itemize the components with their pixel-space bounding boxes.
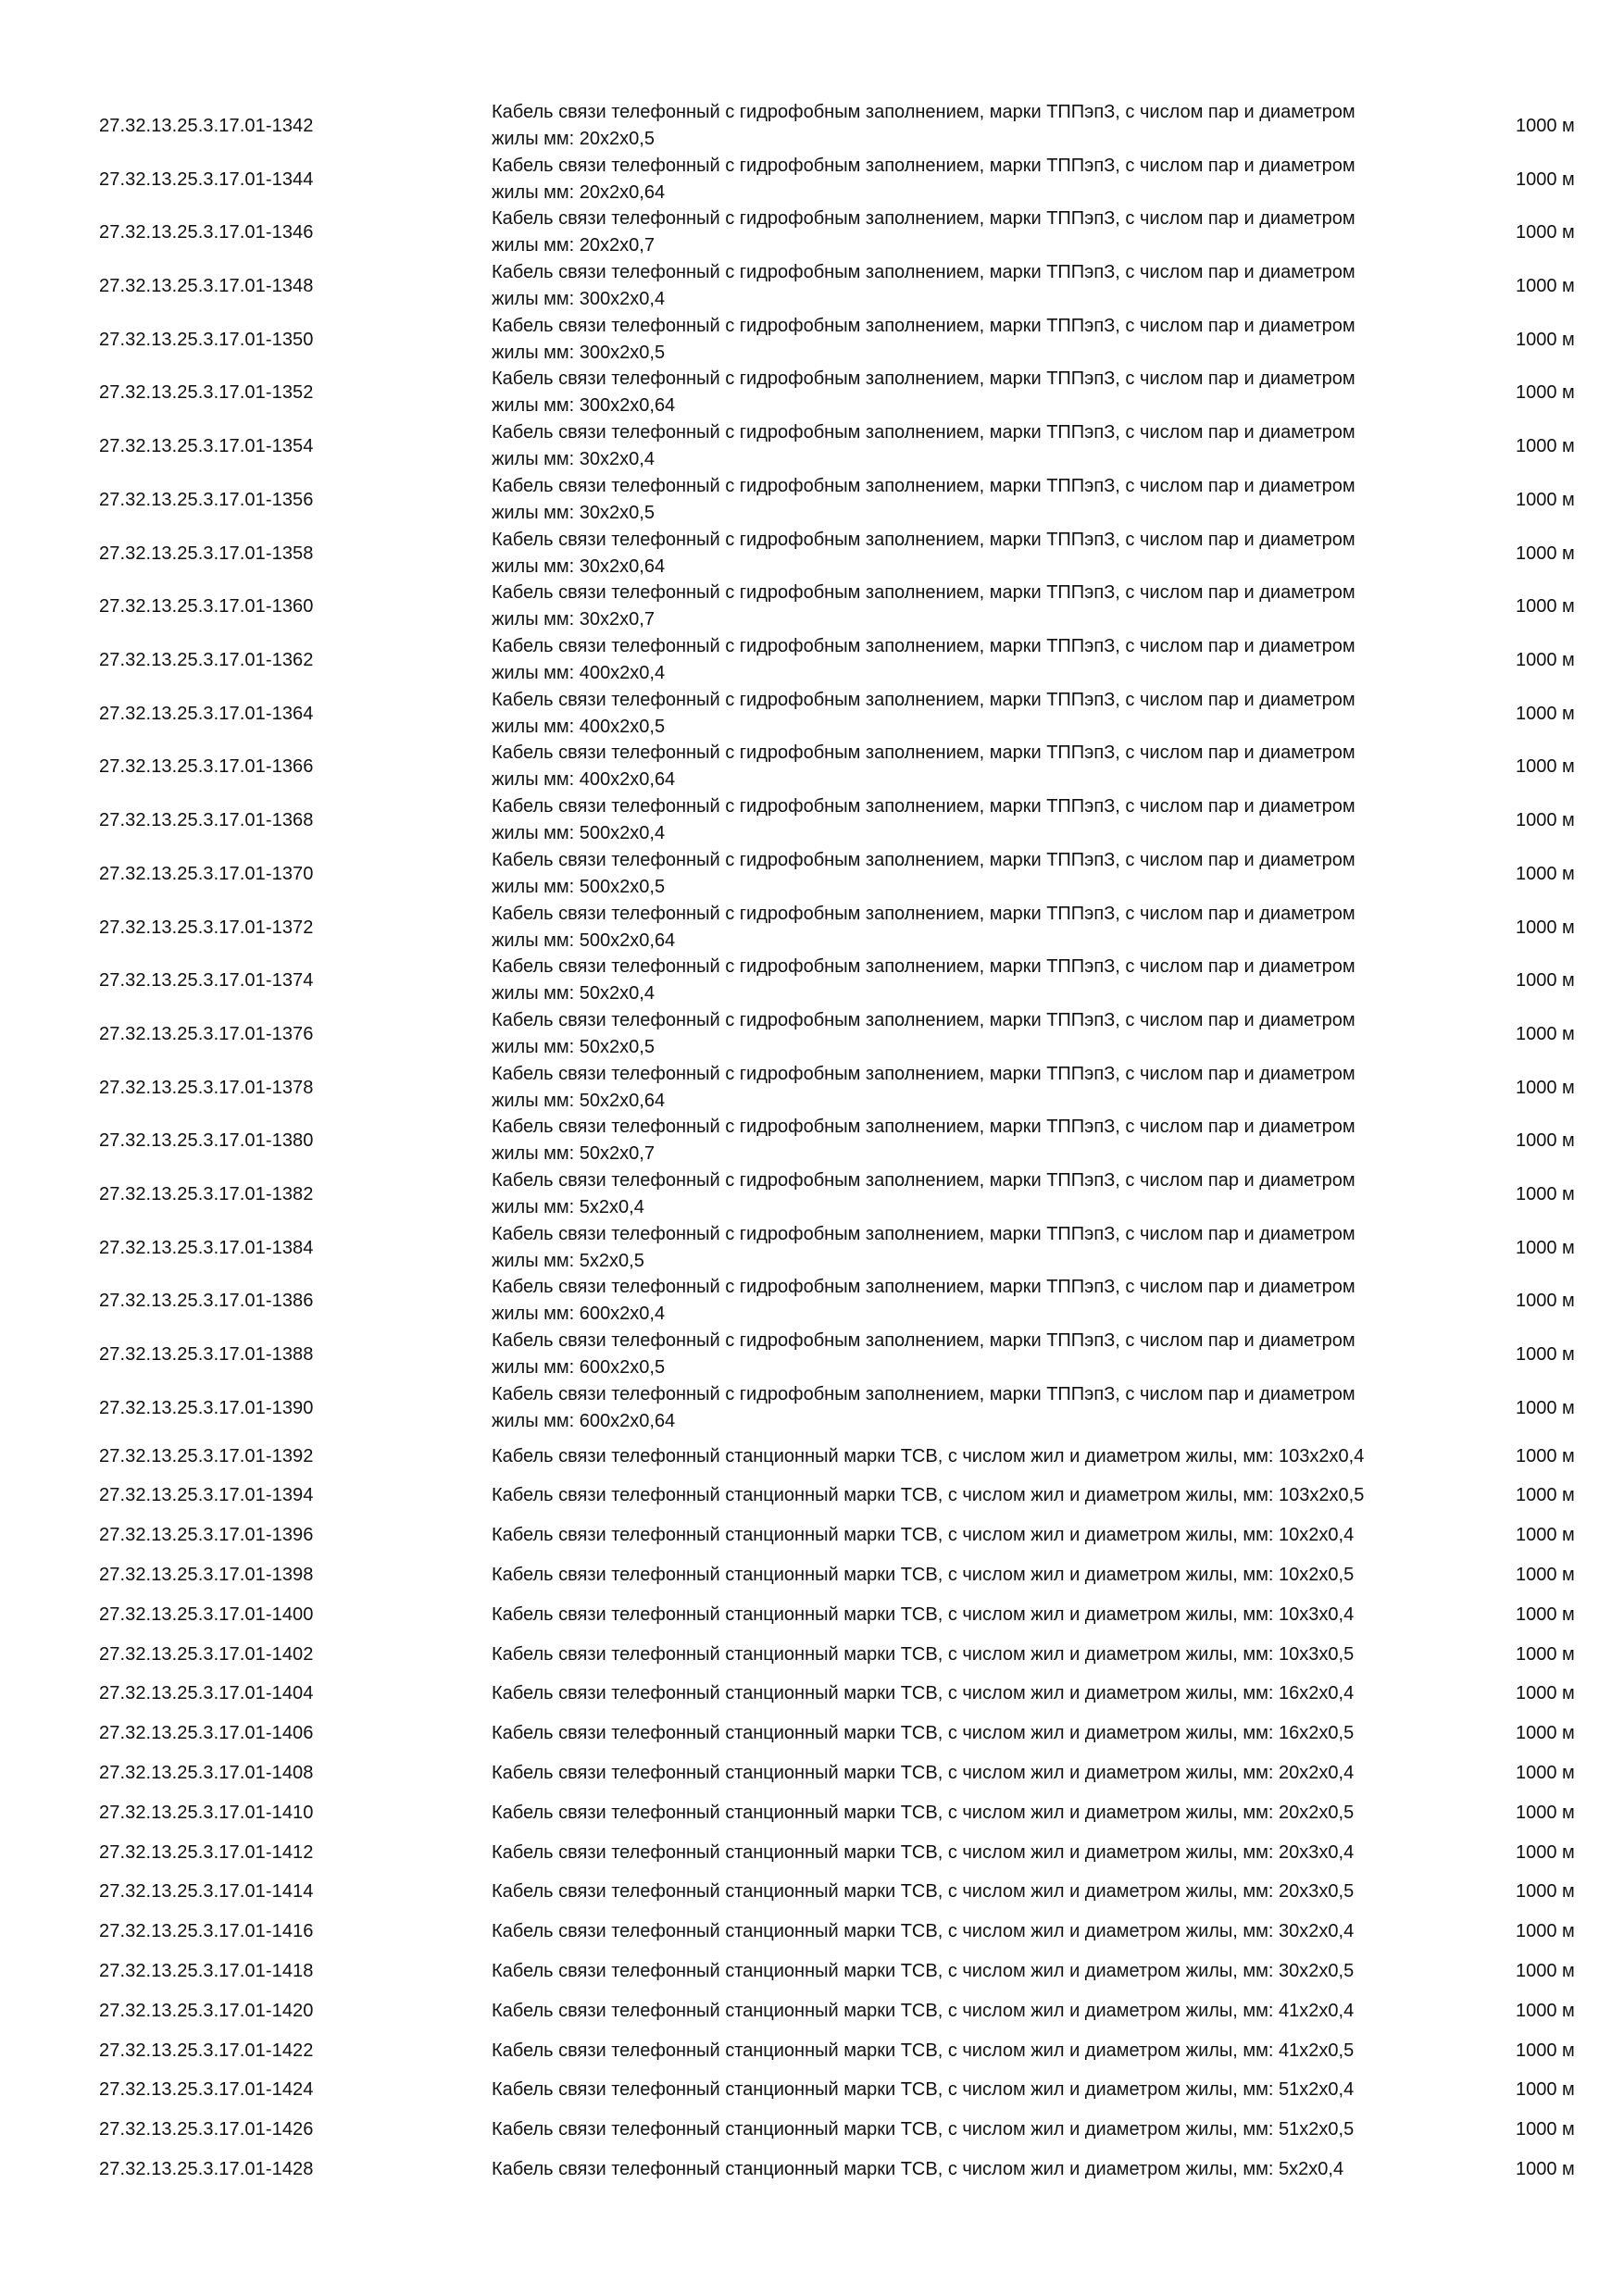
row-unit: 1000 м [1516, 864, 1575, 884]
table-row [0, 1555, 1624, 1595]
description-line: Кабель связи телефонный с гидрофобным заполнением, марки ТППэпЗ, с числом пар и диаметром [492, 422, 1355, 443]
description-line: Кабель связи телефонный с гидрофобным заполнением, марки ТППэпЗ, с числом пар и диаметром [492, 1224, 1355, 1244]
row-unit: 1000 м [1516, 1130, 1575, 1151]
description-line: Кабель связи телефонный с гидрофобным заполнением, марки ТППэпЗ, с числом пар и диаметром [492, 742, 1355, 763]
description-line: жилы мм: 20х2х0,64 [492, 182, 666, 203]
description-line: Кабель связи телефонный станционный марки ТСВ, с числом жил и диаметром жилы, мм: 51х2х0,5 [492, 2119, 1355, 2140]
row-code: 27.32.13.25.3.17.01-1396 [99, 1525, 314, 1545]
row-code: 27.32.13.25.3.17.01-1360 [99, 596, 314, 617]
row-description [492, 313, 1492, 367]
row-code: 27.32.13.25.3.17.01-1422 [99, 2040, 314, 2061]
table-row [0, 473, 1624, 527]
description-line: Кабель связи телефонный с гидрофобным заполнением, марки ТППэпЗ, с числом пар и диаметром [492, 582, 1355, 603]
row-code: 27.32.13.25.3.17.01-1406 [99, 1723, 314, 1743]
description-line: жилы мм: 400х2х0,5 [492, 717, 666, 737]
description-line: Кабель связи телефонный станционный марки ТСВ, с числом жил и диаметром жилы, мм: 20х2х0,5 [492, 1803, 1355, 1823]
row-code: 27.32.13.25.3.17.01-1382 [99, 1184, 314, 1204]
row-code: 27.32.13.25.3.17.01-1380 [99, 1130, 314, 1151]
table-row [0, 419, 1624, 473]
description-line: жилы мм: 600х2х0,64 [492, 1411, 676, 1431]
row-unit: 1000 м [1516, 1644, 1575, 1665]
table-row [0, 1381, 1624, 1435]
row-description [492, 153, 1492, 206]
row-unit: 1000 м [1516, 1344, 1575, 1365]
row-description [492, 419, 1492, 473]
table-row [0, 1912, 1624, 1952]
row-unit: 1000 м [1516, 596, 1575, 617]
row-description [492, 1602, 1492, 1628]
description-line: Кабель связи телефонный с гидрофобным заполнением, марки ТППэпЗ, с числом пар и диаметром [492, 850, 1355, 870]
row-code: 27.32.13.25.3.17.01-1354 [99, 436, 314, 456]
row-description [492, 847, 1492, 901]
row-description [492, 1998, 1492, 2024]
description-line: жилы мм: 600х2х0,4 [492, 1304, 666, 1324]
description-line: Кабель связи телефонный станционный марки ТСВ, с числом жил и диаметром жилы, мм: 10х3х0,5 [492, 1644, 1355, 1665]
row-description [492, 99, 1492, 153]
row-description [492, 580, 1492, 633]
row-code: 27.32.13.25.3.17.01-1410 [99, 1803, 314, 1823]
row-code: 27.32.13.25.3.17.01-1424 [99, 2079, 314, 2100]
row-code: 27.32.13.25.3.17.01-1402 [99, 1644, 314, 1665]
table-row [0, 1674, 1624, 1714]
row-code: 27.32.13.25.3.17.01-1364 [99, 704, 314, 724]
row-unit: 1000 м [1516, 2159, 1575, 2179]
row-unit: 1000 м [1516, 1842, 1575, 1863]
description-line: жилы мм: 5х2х0,5 [492, 1251, 644, 1271]
description-line: Кабель связи телефонный с гидрофобным заполнением, марки ТППэпЗ, с числом пар и диаметром [492, 262, 1355, 282]
table-row [0, 1114, 1624, 1167]
table-row [0, 740, 1624, 793]
description-line: Кабель связи телефонный станционный марки ТСВ, с числом жил и диаметром жилы, мм: 16х2х0,4 [492, 1683, 1355, 1703]
row-code: 27.32.13.25.3.17.01-1346 [99, 222, 314, 243]
row-code: 27.32.13.25.3.17.01-1348 [99, 276, 314, 296]
row-description [492, 1720, 1492, 1746]
description-line: жилы мм: 500х2х0,4 [492, 823, 666, 843]
row-description [492, 1800, 1492, 1826]
description-line: жилы мм: 50х2х0,5 [492, 1037, 655, 1057]
row-code: 27.32.13.25.3.17.01-1370 [99, 864, 314, 884]
row-unit: 1000 м [1516, 1238, 1575, 1258]
row-description [492, 1840, 1492, 1866]
row-description [492, 259, 1492, 313]
description-line: Кабель связи телефонный станционный марки ТСВ, с числом жил и диаметром жилы, мм: 16х2х0,5 [492, 1723, 1355, 1743]
description-line: Кабель связи телефонный станционный марки ТСВ, с числом жил и диаметром жилы, мм: 10х2х0,5 [492, 1565, 1355, 1585]
row-description [492, 2077, 1492, 2103]
row-code: 27.32.13.25.3.17.01-1392 [99, 1446, 314, 1466]
description-line: Кабель связи телефонный станционный марки ТСВ, с числом жил и диаметром жилы, мм: 41х2х0,4 [492, 2001, 1355, 2021]
table-row [0, 1753, 1624, 1793]
description-line: Кабель связи телефонный с гидрофобным заполнением, марки ТППэпЗ, с числом пар и диаметром [492, 1010, 1355, 1030]
table-row [0, 1635, 1624, 1675]
description-line: жилы мм: 400х2х0,64 [492, 769, 676, 790]
row-unit: 1000 м [1516, 1881, 1575, 1902]
row-code: 27.32.13.25.3.17.01-1362 [99, 650, 314, 670]
row-description [492, 473, 1492, 527]
row-code: 27.32.13.25.3.17.01-1356 [99, 490, 314, 510]
table-row [0, 1328, 1624, 1381]
description-line: Кабель связи телефонный с гидрофобным заполнением, марки ТППэпЗ, с числом пар и диаметром [492, 796, 1355, 817]
row-description [492, 740, 1492, 793]
row-description [492, 1328, 1492, 1381]
table-row [0, 2031, 1624, 2071]
row-unit: 1000 м [1516, 704, 1575, 724]
row-code: 27.32.13.25.3.17.01-1414 [99, 1881, 314, 1902]
description-line: Кабель связи телефонный с гидрофобным заполнением, марки ТППэпЗ, с числом пар и диаметром [492, 1117, 1355, 1137]
row-unit: 1000 м [1516, 1184, 1575, 1204]
row-unit: 1000 м [1516, 1723, 1575, 1743]
description-line: Кабель связи телефонный с гидрофобным заполнением, марки ТППэпЗ, с числом пар и диаметром [492, 1170, 1355, 1191]
table-row [0, 1595, 1624, 1635]
row-description [492, 1167, 1492, 1221]
table-row [0, 847, 1624, 901]
row-unit: 1000 м [1516, 1961, 1575, 1981]
row-code: 27.32.13.25.3.17.01-1416 [99, 1921, 314, 1941]
row-description [492, 687, 1492, 741]
row-description [492, 954, 1492, 1007]
row-code: 27.32.13.25.3.17.01-1398 [99, 1565, 314, 1585]
table-row [0, 687, 1624, 741]
table-row [0, 206, 1624, 259]
row-code: 27.32.13.25.3.17.01-1426 [99, 2119, 314, 2140]
row-unit: 1000 м [1516, 917, 1575, 938]
table-row [0, 1991, 1624, 2031]
row-code: 27.32.13.25.3.17.01-1342 [99, 116, 314, 136]
table-row [0, 1221, 1624, 1275]
row-code: 27.32.13.25.3.17.01-1384 [99, 1238, 314, 1258]
row-code: 27.32.13.25.3.17.01-1350 [99, 330, 314, 350]
table-row [0, 1833, 1624, 1873]
row-unit: 1000 м [1516, 1565, 1575, 1585]
row-description [492, 206, 1492, 259]
row-unit: 1000 м [1516, 543, 1575, 564]
row-unit: 1000 м [1516, 1291, 1575, 1311]
description-line: жилы мм: 500х2х0,5 [492, 877, 666, 897]
row-code: 27.32.13.25.3.17.01-1404 [99, 1683, 314, 1703]
description-line: жилы мм: 300х2х0,64 [492, 395, 676, 416]
row-description [492, 2116, 1492, 2142]
description-line: Кабель связи телефонный станционный марки ТСВ, с числом жил и диаметром жилы, мм: 103х2х0,5 [492, 1485, 1365, 1505]
table-row [0, 259, 1624, 313]
table-row [0, 527, 1624, 580]
row-description [492, 2156, 1492, 2182]
description-line: Кабель связи телефонный с гидрофобным заполнением, марки ТППэпЗ, с числом пар и диаметром [492, 316, 1355, 336]
row-description [492, 1443, 1492, 1469]
description-line: жилы мм: 600х2х0,5 [492, 1357, 666, 1378]
description-line: Кабель связи телефонный с гидрофобным заполнением, марки ТППэпЗ, с числом пар и диаметром [492, 1330, 1355, 1351]
row-code: 27.32.13.25.3.17.01-1388 [99, 1344, 314, 1365]
description-line: Кабель связи телефонный с гидрофобным заполнением, марки ТППэпЗ, с числом пар и диаметром [492, 530, 1355, 550]
description-line: жилы мм: 50х2х0,64 [492, 1091, 666, 1111]
row-code: 27.32.13.25.3.17.01-1400 [99, 1604, 314, 1625]
description-line: Кабель связи телефонный станционный марки ТСВ, с числом жил и диаметром жилы, мм: 30х2х0,4 [492, 1921, 1355, 1941]
description-line: Кабель связи телефонный с гидрофобным заполнением, марки ТППэпЗ, с числом пар и диаметром [492, 368, 1355, 389]
row-code: 27.32.13.25.3.17.01-1352 [99, 382, 314, 403]
row-unit: 1000 м [1516, 1485, 1575, 1505]
row-description [492, 1114, 1492, 1167]
row-unit: 1000 м [1516, 1446, 1575, 1466]
row-code: 27.32.13.25.3.17.01-1408 [99, 1763, 314, 1783]
row-unit: 1000 м [1516, 1683, 1575, 1703]
row-code: 27.32.13.25.3.17.01-1358 [99, 543, 314, 564]
row-description [492, 1562, 1492, 1588]
table-row [0, 1167, 1624, 1221]
row-description [492, 1061, 1492, 1115]
row-code: 27.32.13.25.3.17.01-1344 [99, 169, 314, 190]
row-description [492, 793, 1492, 847]
table-row [0, 2150, 1624, 2190]
row-code: 27.32.13.25.3.17.01-1428 [99, 2159, 314, 2179]
description-line: жилы мм: 500х2х0,64 [492, 930, 676, 951]
description-line: Кабель связи телефонный с гидрофобным заполнением, марки ТППэпЗ, с числом пар и диаметром [492, 476, 1355, 496]
row-unit: 1000 м [1516, 970, 1575, 991]
description-line: жилы мм: 400х2х0,4 [492, 663, 666, 683]
description-line: Кабель связи телефонный станционный марки ТСВ, с числом жил и диаметром жилы, мм: 30х2х0,5 [492, 1961, 1355, 1981]
row-unit: 1000 м [1516, 169, 1575, 190]
row-unit: 1000 м [1516, 1604, 1575, 1625]
description-line: Кабель связи телефонный с гидрофобным заполнением, марки ТППэпЗ, с числом пар и диаметром [492, 904, 1355, 924]
table-row [0, 1714, 1624, 1753]
row-description [492, 366, 1492, 419]
row-unit: 1000 м [1516, 650, 1575, 670]
row-description [492, 1381, 1492, 1435]
description-line: Кабель связи телефонный с гидрофобным заполнением, марки ТППэпЗ, с числом пар и диаметром [492, 690, 1355, 710]
row-description [492, 1641, 1492, 1667]
description-line: Кабель связи телефонный с гидрофобным заполнением, марки ТППэпЗ, с числом пар и диаметром [492, 102, 1355, 122]
row-unit: 1000 м [1516, 382, 1575, 403]
row-unit: 1000 м [1516, 810, 1575, 830]
row-code: 27.32.13.25.3.17.01-1374 [99, 970, 314, 991]
row-description [492, 1482, 1492, 1508]
row-unit: 1000 м [1516, 1803, 1575, 1823]
row-unit: 1000 м [1516, 222, 1575, 243]
description-line: жилы мм: 30х2х0,5 [492, 503, 655, 523]
table-row [0, 2110, 1624, 2150]
row-unit: 1000 м [1516, 756, 1575, 777]
row-code: 27.32.13.25.3.17.01-1418 [99, 1961, 314, 1981]
row-description [492, 1958, 1492, 1984]
table-row [0, 1274, 1624, 1328]
description-line: жилы мм: 5х2х0,4 [492, 1197, 644, 1217]
table-row [0, 1476, 1624, 1516]
table-row [0, 1516, 1624, 1555]
description-line: жилы мм: 300х2х0,4 [492, 289, 666, 309]
table-row [0, 954, 1624, 1007]
row-unit: 1000 м [1516, 490, 1575, 510]
row-unit: 1000 м [1516, 1921, 1575, 1941]
row-unit: 1000 м [1516, 1398, 1575, 1418]
description-line: жилы мм: 300х2х0,5 [492, 343, 666, 363]
table-row [0, 633, 1624, 687]
table-row [0, 1007, 1624, 1061]
row-unit: 1000 м [1516, 1024, 1575, 1044]
description-line: жилы мм: 20х2х0,7 [492, 235, 655, 256]
row-description [492, 1274, 1492, 1328]
row-unit: 1000 м [1516, 116, 1575, 136]
table-row [0, 901, 1624, 955]
row-code: 27.32.13.25.3.17.01-1412 [99, 1842, 314, 1863]
table-row [0, 2070, 1624, 2110]
row-description [492, 1221, 1492, 1275]
row-unit: 1000 м [1516, 330, 1575, 350]
row-code: 27.32.13.25.3.17.01-1372 [99, 917, 314, 938]
row-unit: 1000 м [1516, 276, 1575, 296]
description-line: Кабель связи телефонный с гидрофобным заполнением, марки ТППэпЗ, с числом пар и диаметром [492, 636, 1355, 656]
description-line: Кабель связи телефонный станционный марки ТСВ, с числом жил и диаметром жилы, мм: 51х2х0,4 [492, 2079, 1355, 2100]
description-line: Кабель связи телефонный станционный марки ТСВ, с числом жил и диаметром жилы, мм: 20х3х0,5 [492, 1881, 1355, 1902]
row-description [492, 1878, 1492, 1904]
description-line: жилы мм: 30х2х0,64 [492, 556, 666, 577]
description-line: жилы мм: 30х2х0,4 [492, 449, 655, 469]
table-row [0, 1872, 1624, 1912]
row-unit: 1000 м [1516, 2079, 1575, 2100]
description-line: жилы мм: 30х2х0,7 [492, 609, 655, 630]
description-line: Кабель связи телефонный станционный марки ТСВ, с числом жил и диаметром жилы, мм: 20х3х0,4 [492, 1842, 1355, 1863]
table-row [0, 580, 1624, 633]
description-line: Кабель связи телефонный с гидрофобным заполнением, марки ТППэпЗ, с числом пар и диаметром [492, 156, 1355, 176]
description-line: Кабель связи телефонный с гидрофобным заполнением, марки ТППэпЗ, с числом пар и диаметром [492, 956, 1355, 977]
table-row [0, 1061, 1624, 1115]
description-line: Кабель связи телефонный с гидрофобным заполнением, марки ТППэпЗ, с числом пар и диаметром [492, 1384, 1355, 1404]
description-line: Кабель связи телефонный станционный марки ТСВ, с числом жил и диаметром жилы, мм: 10х3х0,4 [492, 1604, 1355, 1625]
row-unit: 1000 м [1516, 1763, 1575, 1783]
row-description [492, 1760, 1492, 1786]
row-code: 27.32.13.25.3.17.01-1390 [99, 1398, 314, 1418]
description-line: жилы мм: 50х2х0,7 [492, 1143, 655, 1164]
row-description [492, 901, 1492, 955]
row-unit: 1000 м [1516, 2001, 1575, 2021]
description-line: Кабель связи телефонный станционный марки ТСВ, с числом жил и диаметром жилы, мм: 41х2х0,5 [492, 2040, 1355, 2061]
table-row [0, 366, 1624, 419]
row-description [492, 1680, 1492, 1706]
description-line: жилы мм: 20х2х0,5 [492, 129, 655, 149]
table-row [0, 1952, 1624, 1991]
description-line: Кабель связи телефонный станционный марки ТСВ, с числом жил и диаметром жилы, мм: 10х2х0,4 [492, 1525, 1355, 1545]
table-row [0, 793, 1624, 847]
row-unit: 1000 м [1516, 2119, 1575, 2140]
row-description [492, 1522, 1492, 1548]
description-line: Кабель связи телефонный с гидрофобным заполнением, марки ТППэпЗ, с числом пар и диаметром [492, 1277, 1355, 1297]
row-description [492, 527, 1492, 580]
row-code: 27.32.13.25.3.17.01-1420 [99, 2001, 314, 2021]
row-unit: 1000 м [1516, 436, 1575, 456]
row-unit: 1000 м [1516, 1525, 1575, 1545]
row-unit: 1000 м [1516, 1078, 1575, 1098]
table-row [0, 313, 1624, 367]
row-code: 27.32.13.25.3.17.01-1376 [99, 1024, 314, 1044]
description-line: жилы мм: 50х2х0,4 [492, 983, 655, 1004]
row-description [492, 1918, 1492, 1944]
description-line: Кабель связи телефонный с гидрофобным заполнением, марки ТППэпЗ, с числом пар и диаметром [492, 1064, 1355, 1084]
row-code: 27.32.13.25.3.17.01-1394 [99, 1485, 314, 1505]
row-unit: 1000 м [1516, 2040, 1575, 2061]
description-line: Кабель связи телефонный станционный марки ТСВ, с числом жил и диаметром жилы, мм: 5х2х0,4 [492, 2159, 1344, 2179]
table-row [0, 99, 1624, 153]
table-row [0, 1437, 1624, 1477]
row-code: 27.32.13.25.3.17.01-1366 [99, 756, 314, 777]
description-line: Кабель связи телефонный с гидрофобным заполнением, марки ТППэпЗ, с числом пар и диаметром [492, 208, 1355, 229]
row-description [492, 1007, 1492, 1061]
row-code: 27.32.13.25.3.17.01-1378 [99, 1078, 314, 1098]
row-description [492, 633, 1492, 687]
description-line: Кабель связи телефонный станционный марки ТСВ, с числом жил и диаметром жилы, мм: 20х2х0,4 [492, 1763, 1355, 1783]
row-code: 27.32.13.25.3.17.01-1368 [99, 810, 314, 830]
description-line: Кабель связи телефонный станционный марки ТСВ, с числом жил и диаметром жилы, мм: 103х2х0,4 [492, 1446, 1365, 1466]
table-row [0, 153, 1624, 206]
row-code: 27.32.13.25.3.17.01-1386 [99, 1291, 314, 1311]
table-row [0, 1793, 1624, 1833]
row-description [492, 2038, 1492, 2064]
